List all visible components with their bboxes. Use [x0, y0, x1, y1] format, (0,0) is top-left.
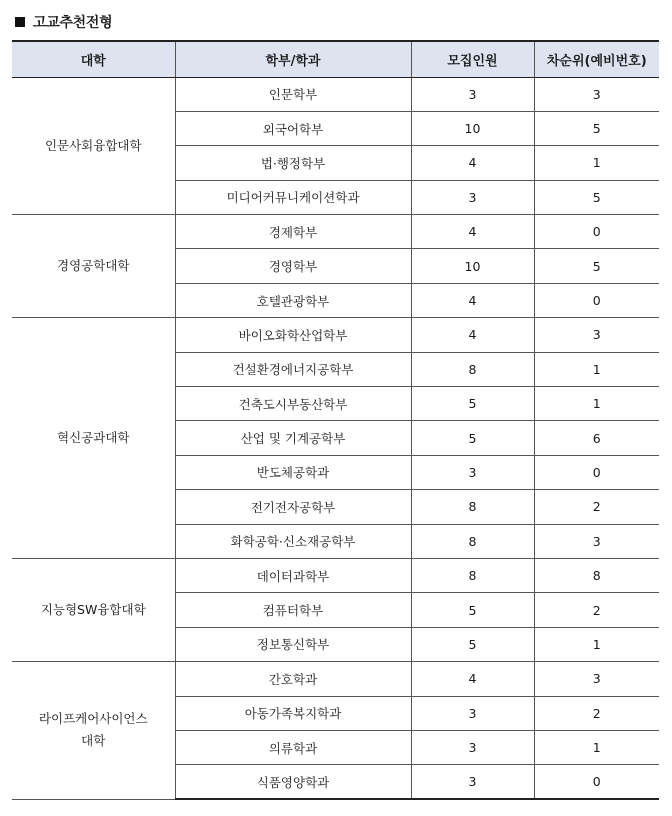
quota-cell: 10 [411, 111, 534, 145]
header-reserve: 차순위(예비번호) [534, 41, 659, 77]
department-cell: 산업 및 기계공학부 [175, 421, 411, 455]
reserve-cell: 1 [534, 387, 659, 421]
admission-quota-table [12, 40, 659, 800]
table-row [12, 318, 659, 352]
quota-cell: 8 [411, 558, 534, 592]
university-cell [12, 558, 175, 661]
department-cell: 건축도시부동산학부 [175, 387, 411, 421]
reserve-cell: 2 [534, 696, 659, 730]
quota-cell: 4 [411, 283, 534, 317]
quota-cell: 5 [411, 421, 534, 455]
department-cell: 경제학부 [175, 215, 411, 249]
quota-cell: 5 [411, 627, 534, 661]
department-cell: 경영학부 [175, 249, 411, 283]
department-cell: 간호학과 [175, 662, 411, 696]
reserve-cell: 2 [534, 490, 659, 524]
department-cell: 화학공학·신소재공학부 [175, 524, 411, 558]
reserve-cell: 3 [534, 318, 659, 352]
department-cell: 전기전자공학부 [175, 490, 411, 524]
quota-cell: 3 [411, 455, 534, 489]
reserve-cell: 1 [534, 627, 659, 661]
header-quota: 모집인원 [411, 41, 534, 77]
reserve-cell: 5 [534, 180, 659, 214]
department-cell: 미디어커뮤니케이션학과 [175, 180, 411, 214]
reserve-cell: 0 [534, 283, 659, 317]
university-name-line: 경영공학대학 [57, 258, 130, 274]
header-university: 대학 [12, 41, 175, 77]
university-cell [12, 77, 175, 215]
department-cell: 데이터과학부 [175, 558, 411, 592]
university-cell [12, 215, 175, 318]
quota-cell: 5 [411, 593, 534, 627]
table-body [12, 77, 659, 799]
table-row [12, 662, 659, 696]
university-name-line: 인문사회융합대학 [44, 137, 142, 153]
square-bullet-icon [15, 17, 25, 27]
table-row [12, 558, 659, 592]
department-cell: 반도체공학과 [175, 455, 411, 489]
quota-cell: 4 [411, 215, 534, 249]
section-title: 고교추천전형 [33, 15, 113, 31]
reserve-cell: 5 [534, 249, 659, 283]
quota-cell: 4 [411, 318, 534, 352]
quota-cell: 8 [411, 524, 534, 558]
quota-cell: 3 [411, 696, 534, 730]
table-header-row [12, 41, 659, 77]
quota-cell: 10 [411, 249, 534, 283]
department-cell: 외국어학부 [175, 111, 411, 145]
quota-cell: 5 [411, 387, 534, 421]
department-cell: 건설환경에너지공학부 [175, 352, 411, 386]
reserve-cell: 5 [534, 111, 659, 145]
university-name-line: 지능형SW융합대학 [40, 602, 146, 618]
reserve-cell: 1 [534, 352, 659, 386]
university-name-line: 대학 [81, 733, 106, 749]
quota-cell: 8 [411, 490, 534, 524]
reserve-cell: 0 [534, 765, 659, 799]
department-cell: 의류학과 [175, 730, 411, 764]
department-cell: 호텔관광학부 [175, 283, 411, 317]
department-cell: 식품영양학과 [175, 765, 411, 799]
quota-cell: 8 [411, 352, 534, 386]
reserve-cell: 3 [534, 662, 659, 696]
department-cell: 정보통신학부 [175, 627, 411, 661]
reserve-cell: 1 [534, 730, 659, 764]
department-cell: 인문학부 [175, 77, 411, 111]
table-row [12, 77, 659, 111]
section-heading [15, 12, 112, 32]
table-row [12, 215, 659, 249]
department-cell: 법·행정학부 [175, 146, 411, 180]
reserve-cell: 2 [534, 593, 659, 627]
quota-cell: 4 [411, 662, 534, 696]
quota-cell: 3 [411, 765, 534, 799]
university-name-line: 라이프케어사이언스 [38, 711, 148, 727]
reserve-cell: 6 [534, 421, 659, 455]
department-cell: 바이오화학산업학부 [175, 318, 411, 352]
reserve-cell: 3 [534, 77, 659, 111]
quota-cell: 4 [411, 146, 534, 180]
university-name-line: 혁신공과대학 [57, 430, 130, 446]
reserve-cell: 0 [534, 455, 659, 489]
department-cell: 컴퓨터학부 [175, 593, 411, 627]
header-department: 학부/학과 [175, 41, 411, 77]
reserve-cell: 0 [534, 215, 659, 249]
quota-cell: 3 [411, 77, 534, 111]
reserve-cell: 3 [534, 524, 659, 558]
quota-cell: 3 [411, 180, 534, 214]
quota-cell: 3 [411, 730, 534, 764]
reserve-cell: 1 [534, 146, 659, 180]
reserve-cell: 8 [534, 558, 659, 592]
department-cell: 아동가족복지학과 [175, 696, 411, 730]
university-cell [12, 318, 175, 559]
university-cell [12, 662, 175, 800]
